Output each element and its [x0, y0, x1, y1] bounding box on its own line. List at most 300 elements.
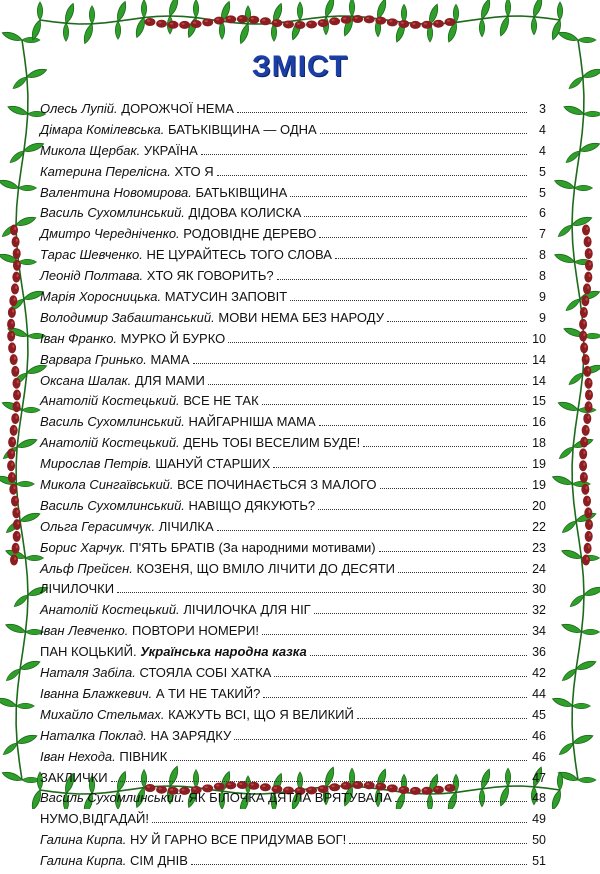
toc-entry [40, 561, 546, 582]
table-of-contents [40, 101, 546, 874]
bead-ornament [445, 18, 456, 26]
dot-leader [335, 258, 527, 259]
bead-ornament [585, 531, 593, 542]
entry-title: КОЗЕНЯ, ЩО ВМІЛО ЛІЧИТИ ДО ДЕСЯТИ [136, 560, 395, 576]
entry-page-number: 23 [532, 540, 546, 555]
leaf-ornament [554, 252, 576, 265]
dot-leader [357, 718, 527, 719]
bead-ornament [585, 248, 593, 259]
entry-author: Ольга Герасимчук. [40, 518, 156, 534]
bead-ornament [585, 519, 593, 530]
bead-ornament [8, 342, 16, 353]
bead-ornament [585, 401, 593, 412]
bead-ornament [237, 15, 248, 23]
toc-entry [40, 310, 546, 331]
entry-page-number: 14 [532, 352, 546, 367]
entry-page-number: 15 [532, 394, 546, 409]
bead-ornament [579, 460, 587, 471]
leaf-ornament [134, 17, 147, 39]
leaf-ornament [37, 2, 42, 20]
dot-leader [191, 864, 527, 865]
bead-ornament [13, 378, 21, 389]
bead-ornament [12, 236, 20, 247]
bead-ornament [225, 15, 236, 23]
entry-page-number: 45 [532, 707, 546, 722]
leaf-ornament [16, 733, 38, 746]
bead-ornament [580, 472, 588, 483]
entry-title: ДІДОВА КОЛИСКА [188, 205, 302, 221]
dot-leader [314, 613, 527, 614]
leaf-ornament [557, 30, 579, 43]
entry-page-number: 9 [539, 310, 546, 325]
bead-ornament [433, 20, 444, 28]
bead-ornament [191, 20, 202, 28]
dot-leader [320, 133, 527, 134]
dot-leader [201, 154, 527, 155]
bead-ornament [9, 484, 17, 495]
dot-leader [380, 488, 527, 489]
leaf-ornament [571, 215, 593, 228]
entry-page-number: 51 [532, 854, 546, 869]
dot-leader [117, 592, 527, 593]
leaf-ornament [582, 629, 600, 634]
bead-ornament [581, 484, 589, 495]
entry-author: Оксана Шалак. [40, 372, 132, 388]
leaf-ornament [5, 622, 27, 635]
bead-ornament [387, 18, 398, 26]
leaf-ornament [498, 15, 511, 37]
toc-entry [40, 602, 546, 623]
leaf-ornament [505, 0, 510, 16]
dot-leader [319, 237, 527, 238]
entry-page-number: 30 [532, 582, 546, 597]
leaf-ornament [0, 696, 17, 709]
leaf-ornament [19, 511, 41, 524]
toc-entry [40, 226, 546, 247]
leaf-ornament [557, 400, 579, 413]
leaf-ornament [579, 141, 600, 154]
toc-entry [40, 811, 546, 832]
bead-ornament [580, 307, 588, 318]
leaf-ornament [554, 178, 576, 191]
entry-author: Іван Нехода. [40, 748, 116, 764]
entry-page-number: 46 [532, 728, 546, 743]
entry-title: А ТИ НЕ ТАКИЙ? [155, 685, 261, 701]
entry-author: Галина Кирпа. [40, 832, 127, 848]
bead-ornament [352, 15, 363, 23]
toc-entry [40, 665, 546, 686]
toc-entry [40, 393, 546, 414]
bead-ornament [306, 20, 317, 28]
bead-ornament [585, 378, 593, 389]
dot-leader [363, 446, 527, 447]
leaf-ornament [479, 0, 492, 20]
entry-page-number: 24 [532, 561, 546, 576]
toc-entry [40, 185, 546, 206]
entry-page-number: 14 [532, 373, 546, 388]
bead-ornament [410, 21, 421, 29]
entry-page-number: 42 [532, 666, 546, 681]
leaf-ornament [18, 185, 36, 190]
entry-page-number: 5 [539, 185, 546, 200]
entry-title: ЛІЧИЛКА [158, 518, 214, 534]
bead-ornament [13, 401, 21, 412]
bead-ornament [582, 425, 590, 436]
entry-page-number: 8 [539, 248, 546, 263]
toc-entry [40, 728, 546, 749]
entry-author: Варвара Гринько. [40, 351, 147, 367]
entry-page-number: 9 [539, 290, 546, 305]
dot-leader [217, 175, 527, 176]
entry-title: МАТУСИН ЗАПОВІТ [164, 289, 288, 305]
dot-leader [193, 363, 528, 364]
toc-entry [40, 352, 546, 373]
bead-ornament [582, 225, 590, 236]
entry-author: Василь Сухомлинський. [40, 497, 185, 513]
leaf-ornament [141, 0, 146, 18]
leaf-ornament [63, 23, 68, 41]
bead-ornament [295, 21, 306, 29]
dot-leader [398, 572, 527, 573]
entry-author: Наталя Забіла. [40, 665, 136, 681]
entry-title: НУМО,ВІДГАДАЙ! [40, 811, 149, 827]
leaf-ornament [578, 777, 596, 782]
toc-entry [40, 414, 546, 435]
entry-page-number: 50 [532, 833, 546, 848]
entry-page-number: 46 [532, 749, 546, 764]
entry-author: Василь Сухомлинський. [40, 414, 185, 430]
entry-page-number: 5 [539, 164, 546, 179]
bead-ornament [8, 307, 16, 318]
bead-ornament [7, 460, 15, 471]
leaf-ornament [1, 30, 23, 43]
bead-ornament [10, 425, 18, 436]
entry-title: ДЛЯ МАМИ [134, 372, 205, 388]
toc-entry [40, 644, 546, 665]
leaf-ornament [557, 2, 562, 20]
bead-ornament [168, 21, 179, 29]
toc-entry [40, 331, 546, 352]
leaf-ornament [575, 659, 597, 672]
entry-author: Анатолій Костецький. [40, 393, 180, 409]
bead-ornament [341, 16, 352, 24]
leaf-ornament [550, 19, 563, 41]
bead-ornament [583, 366, 591, 377]
leaf-ornament [531, 17, 536, 35]
bead-ornament [260, 17, 271, 25]
toc-entry [40, 498, 546, 519]
leaf-ornament [297, 2, 302, 20]
entry-page-number: 20 [532, 498, 546, 513]
toc-entry [40, 581, 546, 602]
toc-entry [40, 435, 546, 456]
bead-ornament [582, 555, 590, 566]
leaf-ornament [82, 23, 95, 45]
bead-ornament [579, 448, 587, 459]
entry-title: ЯК БІЛОЧКА ДЯТЛА ВРЯТУВАЛА [188, 790, 392, 806]
bead-ornament [13, 390, 21, 401]
leaf-ornament [2, 741, 19, 757]
entry-author: Наталка Поклад. [40, 727, 147, 743]
entry-author: Іван Левченко. [40, 623, 129, 639]
bead-ornament [8, 437, 16, 448]
bead-ornament [584, 507, 592, 518]
entry-title: СІМ ДНІВ [130, 853, 188, 869]
entry-title: НАЙГАРНІША МАМА [188, 414, 316, 430]
entry-page-number: 16 [532, 415, 546, 430]
dot-leader [395, 801, 527, 802]
entry-page-number: 48 [532, 791, 546, 806]
entry-title: НЕ ЦУРАЙТЕСЬ ТОГО СЛОВА [146, 247, 332, 263]
entry-page-number: 22 [532, 519, 546, 534]
toc-entry [40, 143, 546, 164]
leaf-ornament [193, 0, 198, 18]
leaf-ornament [574, 185, 592, 190]
bead-ornament [7, 331, 15, 342]
toc-entry [40, 477, 546, 498]
leaf-ornament [551, 696, 573, 709]
dot-leader [262, 404, 527, 405]
entry-page-number: 3 [539, 102, 546, 116]
dot-leader [263, 697, 527, 698]
entry-title: НУ Й ГАРНО ВСЕ ПРИДУМАВ БОГ! [130, 832, 347, 848]
toc-entry [40, 205, 546, 226]
bead-ornament [8, 472, 16, 483]
bead-ornament [583, 283, 591, 294]
toc-entry [40, 164, 546, 185]
dot-leader [111, 781, 527, 782]
dot-leader [274, 676, 527, 677]
bead-ornament [13, 260, 21, 271]
entry-page-number: 19 [532, 457, 546, 472]
bead-ornament [10, 354, 18, 365]
bead-ornament [364, 15, 375, 23]
entry-author: Дімара Комілевська. [40, 121, 165, 137]
entry-author: Альф Прейсен. [40, 560, 133, 576]
entry-title: ПОВТОРИ НОМЕРИ! [132, 623, 260, 639]
toc-entry [40, 623, 546, 644]
dot-leader [170, 760, 527, 761]
bead-ornament [12, 543, 20, 554]
entry-author: Іванна Блажкевич. [40, 685, 153, 701]
toc-entry [40, 540, 546, 561]
dot-leader [290, 300, 527, 301]
bead-ornament [11, 496, 19, 507]
dot-leader [387, 321, 527, 322]
bead-ornament [271, 19, 282, 27]
entry-title: МУРКО Й БУРКО [120, 330, 226, 346]
entry-author: Володимир Забаштанський. [40, 309, 215, 325]
bead-ornament [12, 507, 20, 518]
toc-entry [40, 289, 546, 310]
leaf-ornament [7, 104, 29, 117]
bead-ornament [283, 20, 294, 28]
entry-author: Василь Сухомлинський. [40, 790, 185, 806]
bead-ornament [421, 21, 432, 29]
dot-leader [208, 384, 527, 385]
entry-title: НА ЗАРЯДКУ [150, 727, 232, 743]
entry-title: МАМА [150, 351, 190, 367]
bead-ornament [584, 236, 592, 247]
entry-author: Борис Харчук. [40, 539, 126, 555]
leaf-ornament [561, 622, 583, 635]
dot-leader [318, 509, 527, 510]
entry-title: РОДОВІДНЕ ДЕРЕВО [183, 226, 317, 242]
entry-page-number: 18 [532, 436, 546, 451]
bead-ornament [12, 272, 20, 283]
page-title: ЗМІСТ [251, 50, 349, 83]
entry-title: ХТО Я [174, 163, 214, 179]
dot-leader [237, 112, 527, 113]
leaf-ornament [583, 585, 600, 598]
entry-author: Микола Щербак. [40, 142, 141, 158]
bead-ornament [583, 496, 591, 507]
bead-ornament [585, 260, 593, 271]
dot-leader [152, 822, 527, 823]
entry-title: КАЖУТЬ ВСІ, ЩО Я ВЕЛИКИЙ [168, 706, 354, 722]
leaf-ornament [584, 111, 600, 116]
bead-ornament [10, 225, 18, 236]
bead-ornament [7, 448, 15, 459]
leaf-ornament [564, 297, 581, 313]
entry-page-number: 36 [532, 645, 546, 660]
entry-author: Дмитро Чередніченко. [40, 226, 180, 242]
bead-ornament [9, 295, 17, 306]
toc-entry [40, 101, 546, 122]
toc-entry [40, 790, 546, 811]
dot-leader [349, 843, 527, 844]
entry-title: ВСЕ ПОЧИНАЄТЬСЯ З МАЛОГО [177, 477, 377, 493]
leaf-ornament [558, 741, 575, 757]
entry-title: ДОРОЖЧОЇ НЕМА [121, 101, 234, 116]
bead-ornament [156, 20, 167, 28]
entry-title: ПАН КОЦЬКИЙ. [40, 644, 137, 660]
leaf-ornament [167, 0, 180, 17]
toc-entry [40, 122, 546, 143]
toc-entry [40, 247, 546, 268]
bead-ornament [584, 543, 592, 554]
leaf-ornament [22, 407, 40, 412]
bead-ornament [580, 342, 588, 353]
entry-title: ДЕНЬ ТОБІ ВЕСЕЛИМ БУДЕ! [183, 435, 361, 451]
toc-entry [40, 749, 546, 770]
leaf-ornament [401, 4, 406, 22]
entry-page-number: 8 [539, 269, 546, 284]
entry-title: НАВІЩО ДЯКУЮТЬ? [188, 497, 316, 513]
leaf-ornament [556, 223, 573, 239]
entry-author: Мирослав Петрів. [40, 456, 152, 472]
entry-page-number: 47 [532, 770, 546, 785]
dot-leader [310, 655, 527, 656]
dot-leader [304, 216, 527, 217]
toc-entry [40, 456, 546, 477]
bead-ornament [398, 20, 409, 28]
toc-entry [40, 268, 546, 289]
bead-ornament [584, 272, 592, 283]
entry-title: БАТЬКІВЩИНА [195, 184, 288, 200]
entry-title: ШАНУЙ СТАРШИХ [155, 456, 271, 472]
entry-author: Олесь Лупій. [40, 101, 118, 116]
entry-title: БАТЬКІВЩИНА — ОДНА [167, 121, 317, 137]
leaf-ornament [18, 259, 36, 264]
leaf-ornament [115, 0, 128, 22]
bead-ornament [13, 531, 21, 542]
bead-ornament [7, 319, 15, 330]
entry-author: Галина Кирпа. [40, 853, 127, 869]
bead-ornament [318, 19, 329, 27]
entry-title: УКРАЇНА [143, 142, 198, 158]
leaf-ornament [550, 789, 563, 809]
leaf-ornament [572, 703, 590, 708]
leaf-ornament [22, 37, 40, 42]
dot-leader [277, 279, 527, 280]
entry-page-number: 10 [532, 331, 546, 346]
toc-entry [40, 686, 546, 707]
leaf-ornament [16, 703, 34, 708]
leaf-ornament [238, 23, 251, 45]
dot-leader [262, 634, 527, 635]
bead-ornament [145, 18, 156, 26]
bead-ornament [329, 17, 340, 25]
bead-ornament [10, 555, 18, 566]
entry-author: Анатолій Костецький. [40, 602, 180, 618]
entry-title: ЛІЧИЛОЧКА ДЛЯ НІГ [183, 602, 311, 618]
entry-title: СТОЯЛА СОБІ ХАТКА [139, 665, 272, 681]
entry-author: Анатолій Костецький. [40, 435, 180, 451]
entry-author: Леонід Полтава. [40, 268, 144, 284]
dot-leader [273, 467, 527, 468]
entry-author: Валентина Новомирова. [40, 184, 192, 200]
leaf-ornament [115, 21, 120, 39]
leaf-ornament [479, 19, 484, 37]
entry-author: Катерина Перелісна. [40, 163, 171, 179]
leaf-ornament [572, 733, 594, 746]
entry-title: ХТО ЯК ГОВОРИТЬ? [146, 268, 274, 284]
entry-page-number: 34 [532, 624, 546, 639]
entry-author: Михайло Стельмах. [40, 706, 165, 722]
entry-author: Іван Франко. [40, 330, 118, 346]
bead-ornament [583, 413, 591, 424]
bead-ornament [214, 17, 225, 25]
entry-page-number: 7 [539, 227, 546, 242]
leaf-ornament [563, 104, 585, 117]
leaf-ornament [0, 178, 20, 191]
entry-author: Василь Сухомлинський. [40, 205, 185, 221]
leaf-ornament [15, 215, 37, 228]
entry-page-number: 32 [532, 603, 546, 618]
entry-title: П'ЯТЬ БРАТІВ (За народними мотивами) [129, 539, 376, 555]
bead-ornament [248, 16, 259, 24]
bead-ornament [11, 413, 19, 424]
entry-page-number: 44 [532, 686, 546, 701]
entry-title: ЛІЧИЛОЧКИ [40, 581, 115, 597]
dot-leader [290, 196, 527, 197]
dot-leader [217, 530, 527, 531]
bead-ornament [582, 354, 590, 365]
toc-entry [40, 373, 546, 394]
leaf-ornament [531, 0, 544, 18]
bead-ornament [13, 248, 21, 259]
bead-ornament [13, 519, 21, 530]
toc-entry [40, 519, 546, 540]
bead-ornament [11, 283, 19, 294]
toc-entry [40, 707, 546, 728]
leaf-ornament [551, 474, 573, 487]
entry-title: МОВИ НЕМА БЕЗ НАРОДУ [218, 309, 384, 325]
entry-page-number: 4 [539, 143, 546, 158]
toc-entry [40, 832, 546, 853]
bead-ornament [581, 295, 589, 306]
